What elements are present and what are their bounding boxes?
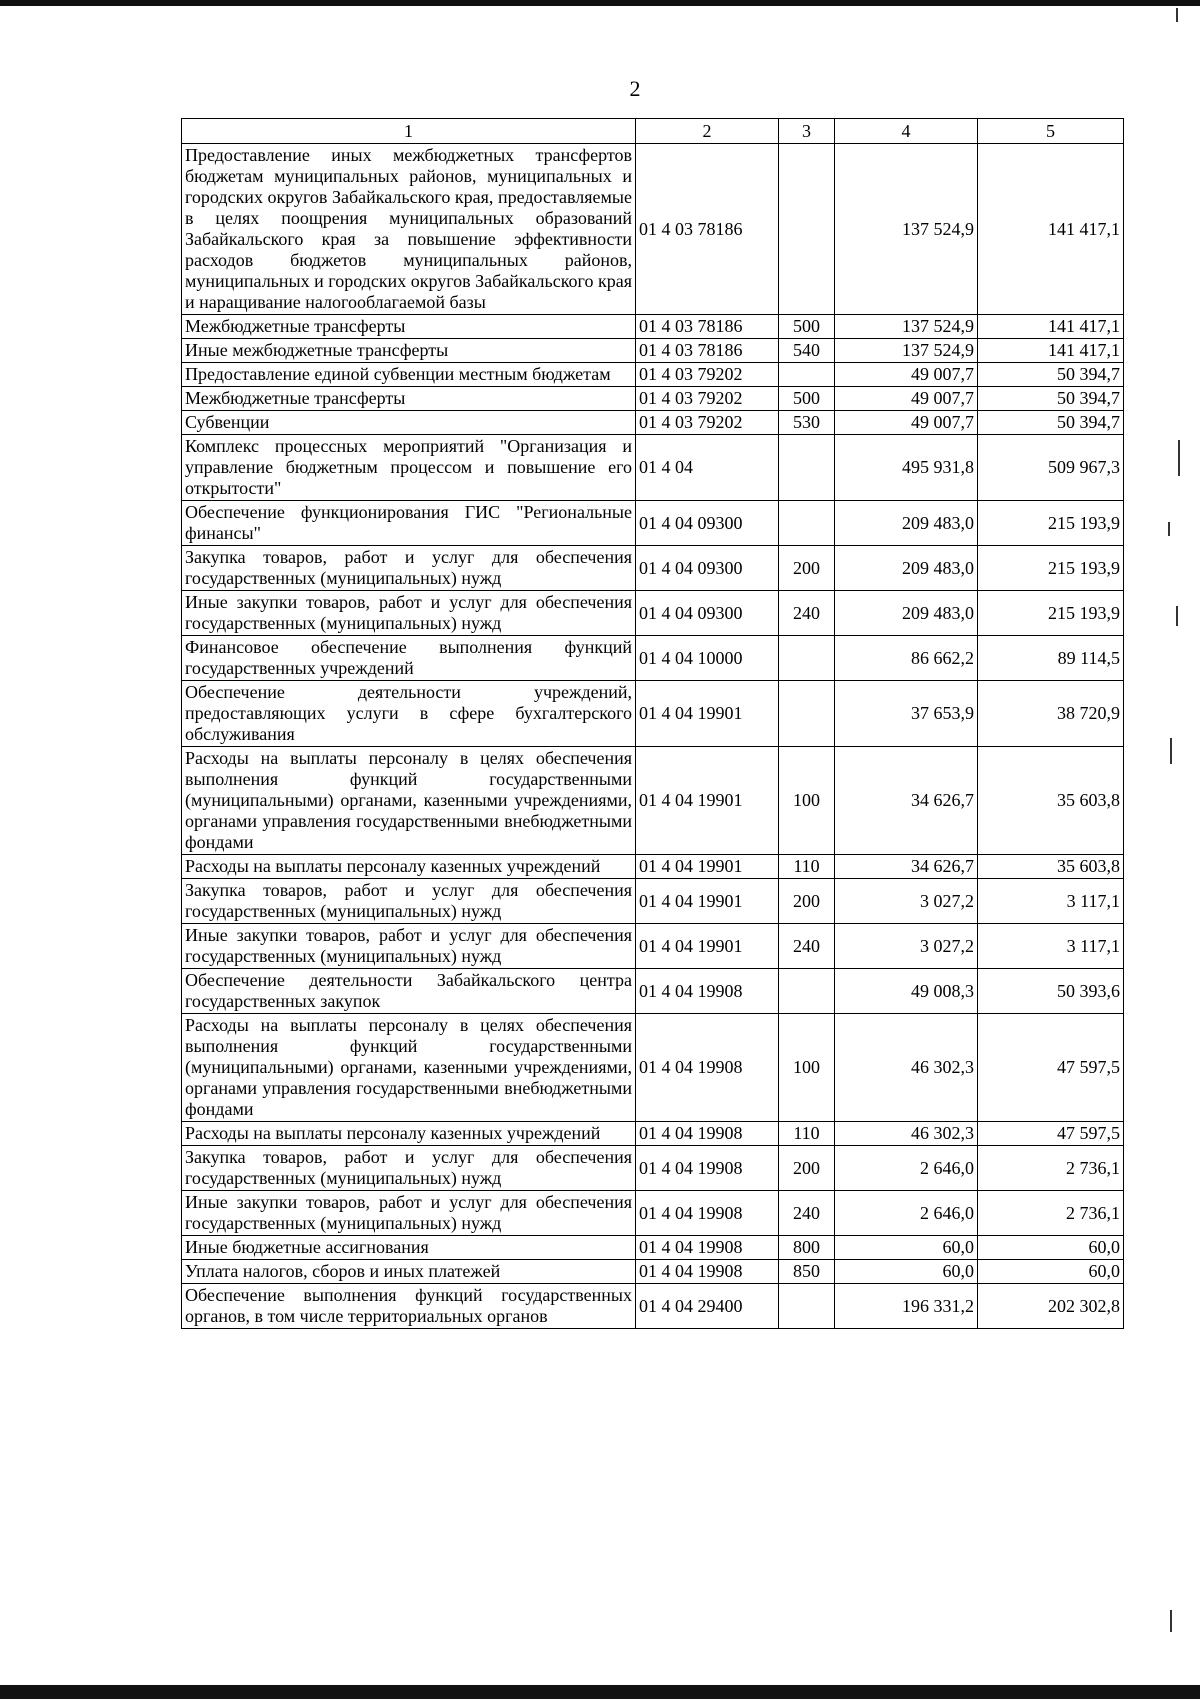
amount-year2-cell: 215 193,9 <box>978 591 1124 636</box>
amount-year2-cell: 215 193,9 <box>978 546 1124 591</box>
expense-type-cell: 100 <box>779 747 835 855</box>
amount-year1-cell: 495 931,8 <box>835 435 978 501</box>
table-row <box>182 747 1124 855</box>
item-name-cell: Расходы на выплаты персоналу казенных учреждений <box>182 1122 636 1146</box>
item-name-cell: Иные бюджетные ассигнования <box>182 1236 636 1260</box>
amount-year2-cell: 47 597,5 <box>978 1014 1124 1122</box>
amount-year2-cell: 47 597,5 <box>978 1122 1124 1146</box>
item-name-cell: Иные межбюджетные трансферты <box>182 339 636 363</box>
scan-mark <box>1176 8 1178 22</box>
header-cell: 4 <box>835 119 978 144</box>
amount-year1-cell: 34 626,7 <box>835 855 978 879</box>
scan-mark <box>1170 1610 1172 1632</box>
item-name-cell: Предоставление иных межбюджетных трансфертов бюджетам муниципальных районов, муниципальных и городских округов Забайкальского края, предоставляемые в целях поощрения муниципальных образований Забайкальского края за повышение эффективности расходов бюджетов муниципальных районов, муниципальных и городских округов Забайкальского края и наращивание налогооблагаемой базы <box>182 144 636 315</box>
table-row <box>182 144 1124 315</box>
table-row <box>182 969 1124 1014</box>
target-code-cell: 01 4 04 19901 <box>636 681 779 747</box>
amount-year1-cell: 49 007,7 <box>835 363 978 387</box>
target-code-cell: 01 4 04 19908 <box>636 1191 779 1236</box>
item-name-cell: Расходы на выплаты персоналу казенных учреждений <box>182 855 636 879</box>
item-name-cell: Предоставление единой субвенции местным бюджетам <box>182 363 636 387</box>
table-row <box>182 339 1124 363</box>
amount-year2-cell: 50 394,7 <box>978 411 1124 435</box>
amount-year2-cell: 35 603,8 <box>978 747 1124 855</box>
item-name-cell: Закупка товаров, работ и услуг для обеспечения государственных (муниципальных) нужд <box>182 879 636 924</box>
target-code-cell: 01 4 04 09300 <box>636 591 779 636</box>
expense-type-cell: 800 <box>779 1236 835 1260</box>
expense-type-cell: 110 <box>779 855 835 879</box>
expense-type-cell: 200 <box>779 546 835 591</box>
amount-year2-cell: 60,0 <box>978 1236 1124 1260</box>
target-code-cell: 01 4 04 19901 <box>636 747 779 855</box>
header-cell: 2 <box>636 119 779 144</box>
table-row <box>182 363 1124 387</box>
table-row <box>182 1146 1124 1191</box>
item-name-cell: Субвенции <box>182 411 636 435</box>
table-row <box>182 924 1124 969</box>
amount-year1-cell: 37 653,9 <box>835 681 978 747</box>
expense-type-cell: 240 <box>779 1191 835 1236</box>
target-code-cell: 01 4 04 19908 <box>636 1122 779 1146</box>
amount-year2-cell: 89 114,5 <box>978 636 1124 681</box>
amount-year1-cell: 3 027,2 <box>835 879 978 924</box>
expense-type-cell <box>779 363 835 387</box>
item-name-cell: Межбюджетные трансферты <box>182 387 636 411</box>
expense-type-cell: 850 <box>779 1260 835 1284</box>
table-row <box>182 411 1124 435</box>
amount-year2-cell: 141 417,1 <box>978 315 1124 339</box>
amount-year1-cell: 60,0 <box>835 1260 978 1284</box>
expense-type-cell <box>779 501 835 546</box>
amount-year2-cell: 215 193,9 <box>978 501 1124 546</box>
amount-year1-cell: 2 646,0 <box>835 1191 978 1236</box>
target-code-cell: 01 4 04 19901 <box>636 879 779 924</box>
amount-year1-cell: 137 524,9 <box>835 315 978 339</box>
expense-type-cell: 200 <box>779 1146 835 1191</box>
item-name-cell: Расходы на выплаты персоналу в целях обеспечения выполнения функций государственными (муниципальными) органами, казенными учреждениями, органами управления государственными внебюджетными фондами <box>182 747 636 855</box>
scan-mark <box>1168 522 1170 536</box>
amount-year2-cell: 50 394,7 <box>978 387 1124 411</box>
expense-type-cell: 240 <box>779 924 835 969</box>
expense-type-cell: 500 <box>779 387 835 411</box>
amount-year2-cell: 50 394,7 <box>978 363 1124 387</box>
expense-type-cell <box>779 435 835 501</box>
target-code-cell: 01 4 04 19908 <box>636 1236 779 1260</box>
target-code-cell: 01 4 04 09300 <box>636 501 779 546</box>
item-name-cell: Межбюджетные трансферты <box>182 315 636 339</box>
table-row <box>182 435 1124 501</box>
amount-year1-cell: 209 483,0 <box>835 501 978 546</box>
item-name-cell: Обеспечение функционирования ГИС "Региональные финансы" <box>182 501 636 546</box>
table-row <box>182 636 1124 681</box>
amount-year2-cell: 202 302,8 <box>978 1284 1124 1329</box>
amount-year1-cell: 196 331,2 <box>835 1284 978 1329</box>
header-cell: 1 <box>182 119 636 144</box>
item-name-cell: Иные закупки товаров, работ и услуг для обеспечения государственных (муниципальных) нужд <box>182 924 636 969</box>
target-code-cell: 01 4 03 79202 <box>636 411 779 435</box>
item-name-cell: Обеспечение выполнения функций государственных органов, в том числе территориальных органов <box>182 1284 636 1329</box>
table-row <box>182 546 1124 591</box>
target-code-cell: 01 4 03 78186 <box>636 144 779 315</box>
table-row <box>182 1236 1124 1260</box>
amount-year1-cell: 34 626,7 <box>835 747 978 855</box>
budget-table <box>181 118 1124 1329</box>
target-code-cell: 01 4 03 78186 <box>636 315 779 339</box>
expense-type-cell: 500 <box>779 315 835 339</box>
header-row <box>182 119 1124 144</box>
expense-type-cell <box>779 144 835 315</box>
amount-year1-cell: 46 302,3 <box>835 1122 978 1146</box>
scan-bottom-edge <box>0 1685 1200 1699</box>
item-name-cell: Закупка товаров, работ и услуг для обеспечения государственных (муниципальных) нужд <box>182 546 636 591</box>
scan-top-edge <box>0 0 1200 6</box>
amount-year1-cell: 49 008,3 <box>835 969 978 1014</box>
item-name-cell: Обеспечение деятельности учреждений, предоставляющих услуги в сфере бухгалтерского обслуживания <box>182 681 636 747</box>
target-code-cell: 01 4 03 79202 <box>636 363 779 387</box>
amount-year1-cell: 209 483,0 <box>835 591 978 636</box>
expense-type-cell: 100 <box>779 1014 835 1122</box>
table-row <box>182 681 1124 747</box>
expense-type-cell: 530 <box>779 411 835 435</box>
expense-type-cell <box>779 636 835 681</box>
header-cell: 3 <box>779 119 835 144</box>
target-code-cell: 01 4 04 19908 <box>636 969 779 1014</box>
amount-year2-cell: 509 967,3 <box>978 435 1124 501</box>
target-code-cell: 01 4 04 19908 <box>636 1014 779 1122</box>
item-name-cell: Уплата налогов, сборов и иных платежей <box>182 1260 636 1284</box>
expense-type-cell <box>779 969 835 1014</box>
target-code-cell: 01 4 04 19908 <box>636 1146 779 1191</box>
table-row <box>182 1191 1124 1236</box>
item-name-cell: Иные закупки товаров, работ и услуг для обеспечения государственных (муниципальных) нужд <box>182 591 636 636</box>
target-code-cell: 01 4 04 19901 <box>636 855 779 879</box>
target-code-cell: 01 4 04 10000 <box>636 636 779 681</box>
amount-year1-cell: 46 302,3 <box>835 1014 978 1122</box>
expense-type-cell: 110 <box>779 1122 835 1146</box>
amount-year1-cell: 60,0 <box>835 1236 978 1260</box>
table-row <box>182 879 1124 924</box>
amount-year1-cell: 137 524,9 <box>835 339 978 363</box>
amount-year1-cell: 86 662,2 <box>835 636 978 681</box>
table-row <box>182 855 1124 879</box>
amount-year2-cell: 141 417,1 <box>978 144 1124 315</box>
target-code-cell: 01 4 04 <box>636 435 779 501</box>
amount-year2-cell: 3 117,1 <box>978 879 1124 924</box>
item-name-cell: Закупка товаров, работ и услуг для обеспечения государственных (муниципальных) нужд <box>182 1146 636 1191</box>
item-name-cell: Иные закупки товаров, работ и услуг для обеспечения государственных (муниципальных) нужд <box>182 1191 636 1236</box>
expense-type-cell: 540 <box>779 339 835 363</box>
amount-year1-cell: 209 483,0 <box>835 546 978 591</box>
target-code-cell: 01 4 04 09300 <box>636 546 779 591</box>
amount-year1-cell: 2 646,0 <box>835 1146 978 1191</box>
expense-type-cell <box>779 681 835 747</box>
table-row <box>182 315 1124 339</box>
scan-mark <box>1178 440 1180 476</box>
amount-year2-cell: 141 417,1 <box>978 339 1124 363</box>
table-row <box>182 591 1124 636</box>
page-number: 2 <box>629 76 641 101</box>
table-row <box>182 1284 1124 1329</box>
target-code-cell: 01 4 04 29400 <box>636 1284 779 1329</box>
table-row <box>182 1260 1124 1284</box>
expense-type-cell <box>779 1284 835 1329</box>
target-code-cell: 01 4 03 79202 <box>636 387 779 411</box>
amount-year1-cell: 3 027,2 <box>835 924 978 969</box>
amount-year1-cell: 49 007,7 <box>835 411 978 435</box>
expense-type-cell: 200 <box>779 879 835 924</box>
item-name-cell: Обеспечение деятельности Забайкальского центра государственных закупок <box>182 969 636 1014</box>
item-name-cell: Расходы на выплаты персоналу в целях обеспечения выполнения функций государственными (муниципальными) органами, казенными учреждениями, органами управления государственными внебюджетными фондами <box>182 1014 636 1122</box>
header-cell: 5 <box>978 119 1124 144</box>
amount-year1-cell: 49 007,7 <box>835 387 978 411</box>
target-code-cell: 01 4 04 19901 <box>636 924 779 969</box>
expense-type-cell: 240 <box>779 591 835 636</box>
table-row <box>182 501 1124 546</box>
scan-mark <box>1170 738 1172 764</box>
amount-year2-cell: 60,0 <box>978 1260 1124 1284</box>
amount-year2-cell: 2 736,1 <box>978 1191 1124 1236</box>
amount-year2-cell: 50 393,6 <box>978 969 1124 1014</box>
amount-year2-cell: 38 720,9 <box>978 681 1124 747</box>
table-row <box>182 1014 1124 1122</box>
scan-mark <box>1176 606 1178 626</box>
table-row <box>182 1122 1124 1146</box>
item-name-cell: Финансовое обеспечение выполнения функций государственных учреждений <box>182 636 636 681</box>
amount-year2-cell: 2 736,1 <box>978 1146 1124 1191</box>
amount-year1-cell: 137 524,9 <box>835 144 978 315</box>
target-code-cell: 01 4 04 19908 <box>636 1260 779 1284</box>
amount-year2-cell: 3 117,1 <box>978 924 1124 969</box>
table-row <box>182 387 1124 411</box>
target-code-cell: 01 4 03 78186 <box>636 339 779 363</box>
item-name-cell: Комплекс процессных мероприятий "Организация и управление бюджетным процессом и повышение его открытости" <box>182 435 636 501</box>
amount-year2-cell: 35 603,8 <box>978 855 1124 879</box>
